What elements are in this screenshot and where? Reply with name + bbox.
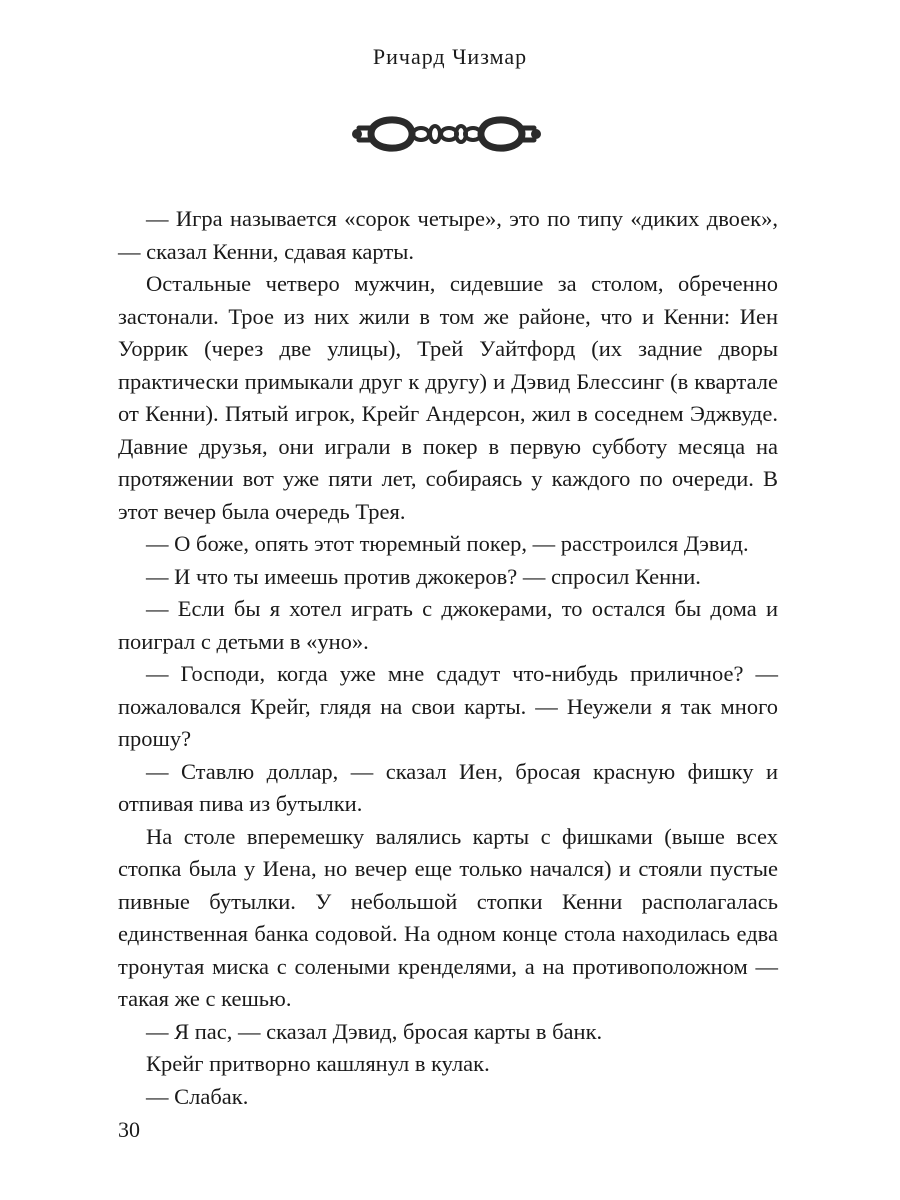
paragraph: — Господи, когда уже мне сдадут что-нибудь приличное? — пожаловался Крейг, глядя на свои карты. — Неужели я так много прошу? (118, 661, 778, 751)
paragraph: Остальные четверо мужчин, сидевшие за столом, обреченно застонали. Трое из них жили в том же районе, что и Кенни: Иен Уоррик (через две улицы), Трей Уайтфорд (их задние дворы практически примыкали друг к другу) и Дэвид Блессинг (в квартале от Кенни). Пятый игрок, Крейг Андерсон, жил в соседнем Эджвуде. Давние друзья, они играли в покер в первую субботу месяца на протяжении вот уже пяти лет, собираясь у каждого по очереди. В этот вечер была очередь Трея. (118, 271, 778, 524)
paragraph: — Слабак. (146, 1083, 249, 1109)
paragraph: Крейг притворно кашлянул в кулак. (146, 1051, 490, 1076)
running-head-author: Ричард Чизмар (372, 44, 528, 69)
paragraph: — Ставлю доллар, — сказал Иен, бросая красную фишку и отпивая пива из бутылки. (118, 758, 778, 816)
paragraph: — Если бы я хотел играть с джокерами, то остался бы дома и поиграл с детьми в «уно». (118, 596, 778, 654)
page-number: 30 (118, 1117, 140, 1142)
paragraph: — Я пас, — сказал Дэвид, бросая карты в банк. (146, 1018, 603, 1044)
chain-shackles-icon (349, 104, 544, 164)
paragraph: — О боже, опять этот тюремный покер, — расстроился Дэвид. (146, 531, 749, 556)
paragraph: На столе вперемешку валялись карты с фишками (выше всех стопка была у Иена, но вечер еще только начался) и стояли пустые пивные бутылки. У небольшой стопки Кенни располагалась единственная банка содовой. На одном конце стола находилась едва тронутая миска с солеными кренделями, а на противоположном — такая же с кешью. (118, 823, 778, 1011)
body-text (118, 203, 778, 1113)
paragraph: — Игра называется «сорок четыре», это по типу «диких двоек», — сказал Кенни, сдавая карты. (118, 206, 778, 264)
paragraph: — И что ты имеешь против джокеров? — спросил Кенни. (146, 563, 701, 589)
